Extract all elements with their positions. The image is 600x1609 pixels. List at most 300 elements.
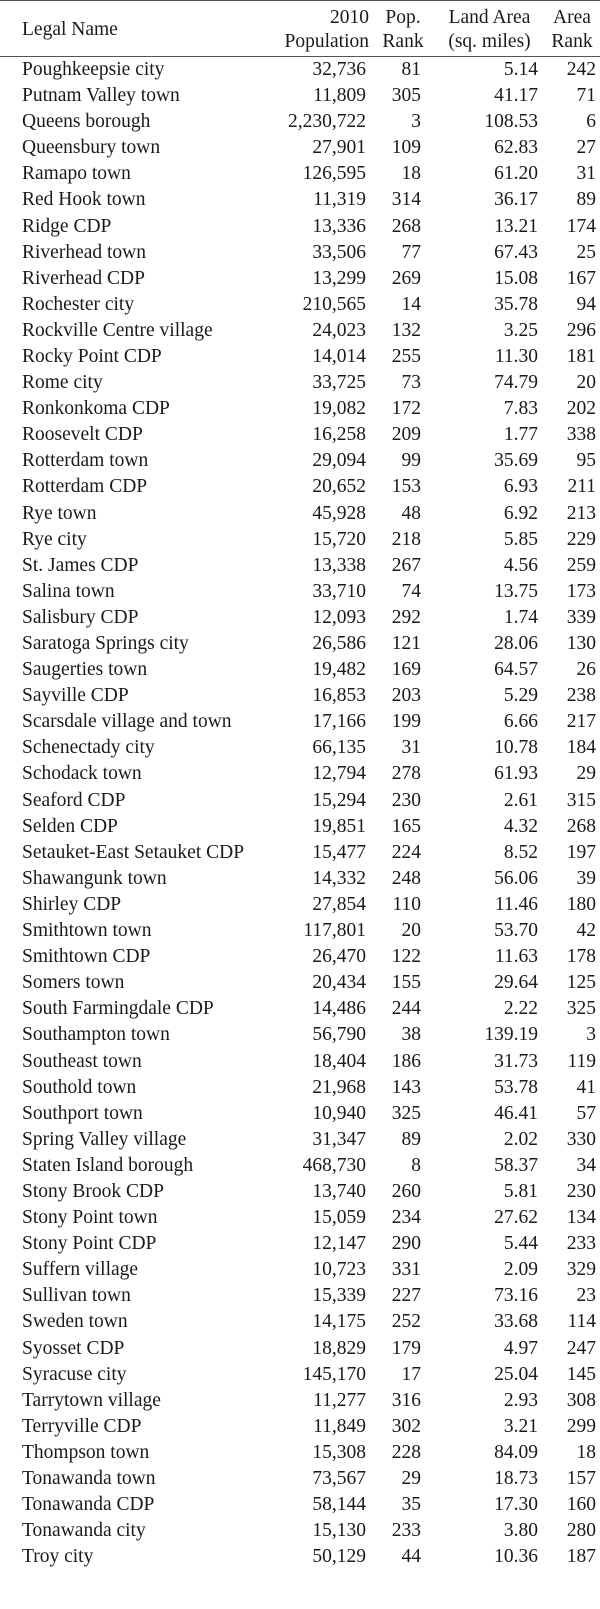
cell-land-area: 11.30 [494, 345, 538, 367]
table-row [0, 292, 600, 318]
cell-area-rank: 339 [566, 606, 596, 628]
cell-pop-rank: 8 [411, 1154, 421, 1176]
cell-pop-rank: 234 [391, 1207, 421, 1229]
table-row [0, 370, 600, 396]
cell-area-rank: 296 [566, 319, 596, 341]
cell-population: 15,720 [312, 528, 366, 550]
cell-pop-rank: 230 [391, 789, 421, 811]
table-row [0, 840, 600, 866]
header-pop-rank-line2: Rank [382, 30, 424, 52]
table-row [0, 735, 600, 761]
cell-land-area: 67.43 [494, 241, 538, 263]
cell-land-area: 5.85 [503, 528, 538, 550]
cell-legal-name: Salina town [22, 580, 115, 602]
cell-area-rank: 27 [576, 137, 596, 159]
cell-pop-rank: 302 [391, 1415, 421, 1437]
header-area-rank [548, 1, 600, 57]
cell-legal-name: Shawangunk town [22, 867, 167, 889]
cell-legal-name: Roosevelt CDP [22, 424, 143, 446]
cell-pop-rank: 292 [391, 606, 421, 628]
cell-legal-name: Ramapo town [22, 163, 131, 185]
header-land-area-line2: (sq. miles) [448, 30, 531, 52]
table-row [0, 1309, 600, 1335]
cell-pop-rank: 81 [401, 59, 421, 80]
cell-legal-name: Tonawanda CDP [22, 1494, 155, 1516]
cell-area-rank: 247 [566, 1337, 596, 1359]
cell-pop-rank: 18 [401, 163, 421, 185]
cell-area-rank: 187 [566, 1546, 596, 1568]
cell-legal-name: Thompson town [22, 1441, 150, 1463]
cell-population: 210,565 [302, 293, 366, 315]
cell-population: 27,854 [312, 893, 366, 915]
table-row [0, 1440, 600, 1466]
cell-area-rank: 130 [566, 633, 596, 655]
cell-pop-rank: 186 [391, 1050, 421, 1072]
cell-legal-name: Salisbury CDP [22, 606, 139, 628]
cell-land-area: 56.06 [494, 867, 538, 889]
table-row [0, 187, 600, 213]
cell-land-area: 2.61 [503, 789, 538, 811]
cell-legal-name: Southold town [22, 1076, 137, 1098]
cell-pop-rank: 169 [391, 659, 421, 681]
cell-legal-name: Rotterdam town [22, 450, 149, 472]
cell-area-rank: 20 [576, 372, 596, 394]
table-row [0, 1283, 600, 1309]
cell-population: 14,332 [312, 867, 366, 889]
cell-legal-name: Terryville CDP [22, 1415, 142, 1437]
cell-population: 15,059 [312, 1207, 366, 1229]
cell-land-area: 58.37 [494, 1154, 538, 1176]
header-population [277, 1, 377, 57]
cell-area-rank: 41 [576, 1076, 596, 1098]
cell-land-area: 4.32 [503, 815, 538, 837]
cell-land-area: 28.06 [494, 633, 538, 655]
cell-land-area: 84.09 [494, 1441, 538, 1463]
cell-population: 13,336 [312, 215, 366, 237]
cell-pop-rank: 110 [392, 893, 421, 915]
cell-legal-name: Tonawanda city [22, 1520, 146, 1542]
cell-area-rank: 202 [566, 398, 596, 420]
cell-population: 2,230,722 [288, 111, 366, 133]
table-row [0, 1518, 600, 1544]
table-row [0, 83, 600, 109]
cell-pop-rank: 172 [391, 398, 421, 420]
cell-population: 145,170 [302, 1363, 366, 1385]
cell-area-rank: 29 [576, 763, 596, 785]
cell-population: 13,299 [312, 267, 366, 289]
table-row [0, 631, 600, 657]
cell-land-area: 64.57 [494, 659, 538, 681]
cell-pop-rank: 20 [401, 920, 421, 942]
cell-population: 11,319 [313, 189, 366, 211]
cell-legal-name: Suffern village [22, 1259, 139, 1281]
table-row [0, 996, 600, 1022]
cell-land-area: 73.16 [494, 1285, 538, 1307]
cell-area-rank: 338 [566, 424, 596, 446]
cell-population: 73,567 [312, 1468, 366, 1490]
cell-land-area: 18.73 [494, 1468, 538, 1490]
table-row [0, 1492, 600, 1518]
cell-pop-rank: 99 [401, 450, 421, 472]
cell-area-rank: 184 [566, 737, 596, 759]
cell-legal-name: Southport town [22, 1102, 143, 1124]
header-area-rank-line1: Area [553, 6, 591, 28]
cell-legal-name: Schodack town [22, 763, 142, 785]
cell-area-rank: 26 [576, 659, 596, 681]
table-row [0, 240, 600, 266]
cell-legal-name: Rye town [22, 502, 97, 524]
cell-land-area: 41.17 [494, 85, 538, 107]
table-row [0, 318, 600, 344]
cell-area-rank: 230 [566, 1180, 596, 1202]
cell-legal-name: South Farmingdale CDP [22, 998, 214, 1020]
table-row [0, 266, 600, 292]
table-row [0, 1048, 600, 1074]
cell-population: 18,829 [312, 1337, 366, 1359]
cell-land-area: 4.56 [503, 554, 538, 576]
table-row [0, 1414, 600, 1440]
cell-land-area: 3.80 [503, 1520, 538, 1542]
table-row [0, 1388, 600, 1414]
cell-land-area: 29.64 [494, 972, 538, 994]
table-row [0, 448, 600, 474]
cell-land-area: 74.79 [494, 372, 538, 394]
table-row [0, 814, 600, 840]
cell-legal-name: Sayville CDP [22, 685, 129, 707]
cell-pop-rank: 252 [391, 1311, 421, 1333]
cell-pop-rank: 305 [391, 85, 421, 107]
cell-land-area: 31.73 [494, 1050, 538, 1072]
table-row [0, 1257, 600, 1283]
cell-pop-rank: 316 [391, 1389, 421, 1411]
table-row [0, 213, 600, 239]
cell-population: 12,093 [312, 606, 366, 628]
cell-legal-name: Selden CDP [22, 815, 118, 837]
cell-pop-rank: 203 [391, 685, 421, 707]
cell-pop-rank: 199 [391, 711, 421, 733]
cell-legal-name: Riverhead town [22, 241, 147, 263]
cell-pop-rank: 17 [401, 1363, 421, 1385]
cell-land-area: 25.04 [494, 1363, 538, 1385]
cell-pop-rank: 29 [401, 1468, 421, 1490]
cell-population: 11,849 [313, 1415, 366, 1437]
table-row [0, 1127, 600, 1153]
cell-legal-name: Southampton town [22, 1024, 170, 1046]
cell-population: 15,130 [312, 1520, 366, 1542]
table-row [0, 709, 600, 735]
cell-area-rank: 238 [566, 685, 596, 707]
cell-legal-name: Poughkeepsie city [22, 59, 165, 80]
cell-pop-rank: 325 [391, 1102, 421, 1124]
cell-land-area: 10.36 [494, 1546, 538, 1568]
table-row [0, 683, 600, 709]
cell-population: 126,595 [302, 163, 366, 185]
cell-land-area: 13.75 [494, 580, 538, 602]
cell-land-area: 27.62 [494, 1207, 538, 1229]
cell-pop-rank: 35 [401, 1494, 421, 1516]
cell-population: 12,147 [312, 1233, 366, 1255]
cell-area-rank: 145 [566, 1363, 596, 1385]
cell-population: 66,135 [312, 737, 366, 759]
cell-land-area: 10.78 [494, 737, 538, 759]
cell-land-area: 62.83 [494, 137, 538, 159]
cell-area-rank: 178 [566, 946, 596, 968]
header-legal-name-label: Legal Name [22, 18, 118, 40]
header-pop-rank [377, 1, 435, 57]
cell-area-rank: 280 [566, 1520, 596, 1542]
cell-pop-rank: 153 [391, 476, 421, 498]
header-land-area-line1: Land Area [448, 6, 531, 28]
table-row [0, 1101, 600, 1127]
cell-population: 13,740 [312, 1180, 366, 1202]
cell-pop-rank: 331 [391, 1259, 421, 1281]
cell-population: 45,928 [312, 502, 366, 524]
cell-land-area: 11.63 [494, 946, 538, 968]
cell-land-area: 17.30 [494, 1494, 538, 1516]
cell-land-area: 33.68 [494, 1311, 538, 1333]
table-row [0, 135, 600, 161]
cell-area-rank: 89 [576, 189, 596, 211]
cell-pop-rank: 77 [401, 241, 421, 263]
cell-population: 20,434 [312, 972, 366, 994]
table-row [0, 161, 600, 187]
cell-legal-name: Sullivan town [22, 1285, 131, 1307]
cell-pop-rank: 314 [391, 189, 421, 211]
table-row [0, 657, 600, 683]
cell-population: 19,482 [312, 659, 366, 681]
cell-population: 20,652 [312, 476, 366, 498]
cell-land-area: 5.44 [503, 1233, 538, 1255]
cell-legal-name: Ronkonkoma CDP [22, 398, 170, 420]
cell-area-rank: 315 [566, 789, 596, 811]
cell-population: 17,166 [312, 711, 366, 733]
cell-area-rank: 229 [566, 528, 596, 550]
cell-area-rank: 213 [566, 502, 596, 524]
cell-area-rank: 325 [566, 998, 596, 1020]
table-header [0, 1, 600, 57]
cell-legal-name: Riverhead CDP [22, 267, 145, 289]
cell-pop-rank: 267 [391, 554, 421, 576]
header-legal-name [0, 1, 277, 57]
cell-land-area: 4.97 [503, 1337, 538, 1359]
cell-population: 16,853 [312, 685, 366, 707]
cell-area-rank: 167 [566, 267, 596, 289]
cell-pop-rank: 109 [391, 137, 421, 159]
table-row [0, 109, 600, 135]
cell-population: 24,023 [312, 319, 366, 341]
cell-pop-rank: 268 [391, 215, 421, 237]
cell-area-rank: 6 [586, 111, 596, 133]
cell-pop-rank: 165 [391, 815, 421, 837]
table-row [0, 1466, 600, 1492]
table-row [0, 527, 600, 553]
cell-legal-name: Putnam Valley town [22, 85, 180, 107]
table-row [0, 1205, 600, 1231]
cell-land-area: 5.29 [503, 685, 538, 707]
cell-area-rank: 34 [576, 1154, 596, 1176]
cell-area-rank: 181 [566, 345, 596, 367]
table-row [0, 1022, 600, 1048]
cell-land-area: 2.22 [503, 998, 538, 1020]
cell-population: 117,801 [303, 920, 366, 942]
cell-legal-name: St. James CDP [22, 554, 139, 576]
cell-land-area: 8.52 [503, 841, 538, 863]
cell-legal-name: Shirley CDP [22, 893, 122, 915]
cell-population: 32,736 [312, 59, 366, 80]
cell-population: 31,347 [312, 1128, 366, 1150]
cell-area-rank: 211 [567, 476, 596, 498]
cell-land-area: 61.20 [494, 163, 538, 185]
cell-population: 12,794 [312, 763, 366, 785]
cell-population: 15,477 [312, 841, 366, 863]
cell-land-area: 5.81 [503, 1180, 538, 1202]
cell-pop-rank: 122 [391, 946, 421, 968]
header-row [0, 1, 600, 57]
cell-population: 11,809 [313, 85, 366, 107]
cell-population: 50,129 [312, 1546, 366, 1568]
cell-population: 10,723 [312, 1259, 366, 1281]
cell-area-rank: 330 [566, 1128, 596, 1150]
cell-pop-rank: 260 [391, 1180, 421, 1202]
table-row [0, 344, 600, 370]
cell-population: 33,725 [312, 372, 366, 394]
cell-area-rank: 114 [567, 1311, 596, 1333]
cell-land-area: 2.93 [503, 1389, 538, 1411]
cell-land-area: 3.25 [503, 319, 538, 341]
cell-pop-rank: 248 [391, 867, 421, 889]
cell-land-area: 53.78 [494, 1076, 538, 1098]
cell-legal-name: Rotterdam CDP [22, 476, 148, 498]
cell-pop-rank: 44 [401, 1546, 421, 1568]
cell-legal-name: Seaford CDP [22, 789, 126, 811]
cell-land-area: 3.21 [503, 1415, 538, 1437]
cell-land-area: 2.02 [503, 1128, 538, 1150]
cell-land-area: 11.46 [494, 893, 538, 915]
cell-legal-name: Schenectady city [22, 737, 155, 759]
cell-legal-name: Stony Point town [22, 1207, 158, 1229]
cell-legal-name: Somers town [22, 972, 125, 994]
table-row [0, 57, 600, 84]
cell-population: 10,940 [312, 1102, 366, 1124]
header-population-line2: Population [284, 30, 369, 52]
cell-legal-name: Setauket-East Setauket CDP [22, 841, 245, 863]
cell-legal-name: Red Hook town [22, 189, 146, 211]
cell-population: 29,094 [312, 450, 366, 472]
cell-legal-name: Smithtown town [22, 920, 152, 942]
cell-pop-rank: 269 [391, 267, 421, 289]
table-row [0, 501, 600, 527]
cell-pop-rank: 155 [391, 972, 421, 994]
cell-pop-rank: 209 [391, 424, 421, 446]
table-row [0, 605, 600, 631]
cell-pop-rank: 3 [411, 111, 421, 133]
cell-land-area: 35.69 [494, 450, 538, 472]
table-row [0, 1153, 600, 1179]
cell-pop-rank: 233 [391, 1520, 421, 1542]
cell-pop-rank: 179 [391, 1337, 421, 1359]
table-row [0, 1362, 600, 1388]
cell-land-area: 108.53 [484, 111, 538, 133]
cell-pop-rank: 48 [401, 502, 421, 524]
table-row [0, 474, 600, 500]
table-row [0, 1336, 600, 1362]
cell-land-area: 53.70 [494, 920, 538, 942]
cell-pop-rank: 227 [391, 1285, 421, 1307]
cell-area-rank: 259 [566, 554, 596, 576]
cell-population: 58,144 [312, 1494, 366, 1516]
table-row [0, 1179, 600, 1205]
cell-land-area: 1.74 [503, 606, 538, 628]
table-row [0, 422, 600, 448]
cell-legal-name: Stony Brook CDP [22, 1180, 164, 1202]
table-body [0, 57, 600, 1571]
header-area-rank-line2: Rank [551, 30, 593, 52]
table-row [0, 553, 600, 579]
cell-area-rank: 71 [576, 85, 596, 107]
cell-area-rank: 42 [576, 920, 596, 942]
table-row [0, 1544, 600, 1570]
cell-legal-name: Scarsdale village and town [22, 711, 232, 733]
cell-area-rank: 23 [576, 1285, 596, 1307]
cell-land-area: 1.77 [503, 424, 538, 446]
header-population-line1: 2010 [330, 6, 369, 28]
cell-area-rank: 18 [576, 1441, 596, 1463]
cell-population: 33,710 [312, 580, 366, 602]
cell-area-rank: 299 [566, 1415, 596, 1437]
cell-legal-name: Ridge CDP [22, 215, 112, 237]
table-row [0, 788, 600, 814]
table-row [0, 1075, 600, 1101]
cell-land-area: 6.93 [503, 476, 538, 498]
cell-legal-name: Southeast town [22, 1050, 142, 1072]
cell-legal-name: Queensbury town [22, 137, 161, 159]
cell-area-rank: 157 [566, 1468, 596, 1490]
cell-pop-rank: 73 [401, 372, 421, 394]
cell-land-area: 7.83 [503, 398, 538, 420]
cell-area-rank: 125 [566, 972, 596, 994]
cell-area-rank: 95 [576, 450, 596, 472]
cell-legal-name: Saugerties town [22, 659, 148, 681]
cell-area-rank: 242 [566, 59, 596, 80]
cell-legal-name: Sweden town [22, 1311, 128, 1333]
cell-population: 468,730 [302, 1154, 366, 1176]
cell-legal-name: Stony Point CDP [22, 1233, 157, 1255]
cell-pop-rank: 224 [391, 841, 421, 863]
cell-population: 15,294 [312, 789, 366, 811]
cell-population: 27,901 [312, 137, 366, 159]
cell-area-rank: 180 [566, 893, 596, 915]
cell-pop-rank: 255 [391, 345, 421, 367]
cell-legal-name: Queens borough [22, 111, 151, 133]
cell-population: 19,082 [312, 398, 366, 420]
table-row [0, 866, 600, 892]
cell-area-rank: 329 [566, 1259, 596, 1281]
cell-area-rank: 31 [576, 163, 596, 185]
cell-population: 14,014 [312, 345, 366, 367]
cell-legal-name: Tarrytown village [22, 1389, 161, 1411]
cell-legal-name: Rocky Point CDP [22, 345, 162, 367]
cell-land-area: 5.14 [503, 59, 538, 80]
cell-population: 14,175 [312, 1311, 366, 1333]
table-row [0, 761, 600, 787]
cell-area-rank: 39 [576, 867, 596, 889]
cell-area-rank: 308 [566, 1389, 596, 1411]
cell-area-rank: 3 [586, 1024, 596, 1046]
cell-pop-rank: 143 [391, 1076, 421, 1098]
cell-population: 15,339 [312, 1285, 366, 1307]
cell-pop-rank: 132 [391, 319, 421, 341]
cell-pop-rank: 31 [401, 737, 421, 759]
